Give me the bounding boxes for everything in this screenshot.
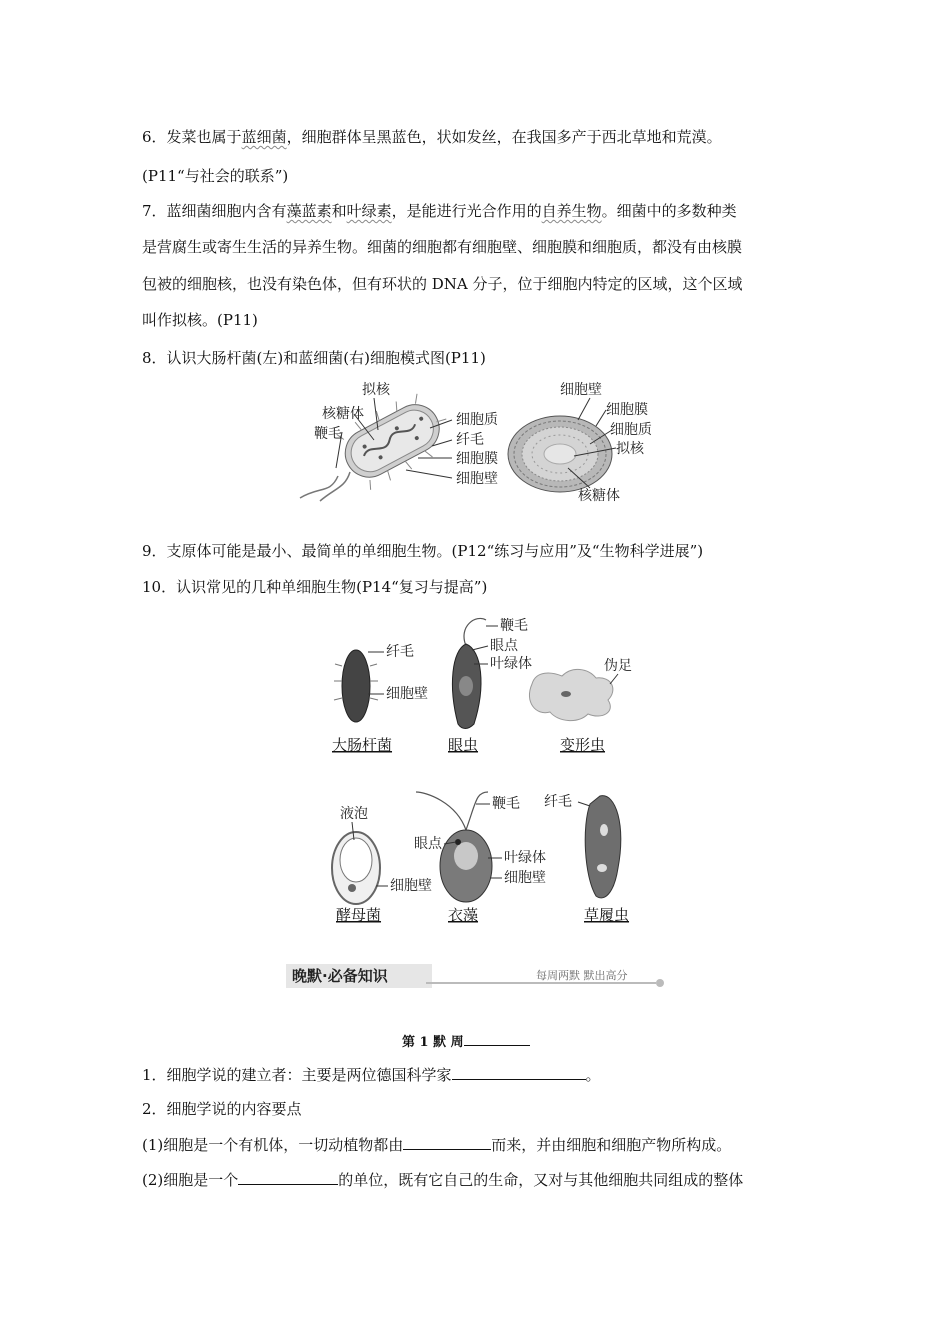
- item-7-line-4: 叫作拟核。(P11): [142, 311, 258, 329]
- item-6-reference: (P11“与社会的联系”): [142, 167, 289, 185]
- label-ecoli-wall: 细胞壁: [386, 686, 428, 702]
- key-term: 自养生物: [541, 202, 602, 220]
- answer-blank-2[interactable]: [403, 1134, 491, 1150]
- text: 1．细胞学说的建立者：主要是两位德国科学家: [142, 1066, 452, 1084]
- label-cyan-ribosome: 核糖体: [578, 488, 620, 504]
- label-cyan-cytoplasm: 细胞质: [610, 422, 652, 438]
- week-label: 第 1 默 周: [402, 1035, 464, 1050]
- label-pili: 纤毛: [456, 432, 484, 448]
- ecoli-cell-illustration: [300, 381, 498, 501]
- label-cyan-membrane: 细胞膜: [606, 402, 648, 418]
- amoeba-organism: [529, 658, 632, 754]
- text: 和: [331, 202, 347, 220]
- quiz-q1: [142, 1064, 601, 1085]
- quiz-q2: 2．细胞学说的内容要点: [142, 1100, 302, 1118]
- chlamydomonas-organism: [414, 792, 546, 924]
- item-7-line-2: 是营腐生或寄生生活的异养生物。细菌的细胞都有细胞壁、细胞膜和细胞质，都没有由核膜: [142, 238, 743, 256]
- text: 蓝细菌细胞内含有: [166, 202, 287, 220]
- item-6-line: [142, 127, 722, 147]
- caption-amoeba: 变形虫: [560, 736, 606, 754]
- section-banner: [286, 964, 664, 988]
- euglena-organism: [448, 617, 532, 754]
- item-9-line: 9．支原体可能是最小、最简单的单细胞生物。(P12“练习与应用”及“生物科学进展”): [142, 542, 704, 560]
- text: ，是能进行光合作用的: [391, 202, 542, 220]
- label-amoeba-pseudopod: 伪足: [604, 658, 632, 674]
- text: 。: [585, 1066, 601, 1084]
- ecoli-organism: [332, 644, 428, 754]
- label-chlamy-chloroplast: 叶绿体: [504, 850, 546, 866]
- quiz-q2-2: [142, 1169, 743, 1190]
- label-chlamy-flagellum: 鞭毛: [492, 796, 520, 812]
- label-chlamy-wall: 细胞壁: [504, 870, 546, 886]
- label-nucleoid: 拟核: [362, 382, 390, 398]
- label-wall: 细胞壁: [456, 471, 498, 487]
- section-banner-title: 晚默·必备知识: [286, 964, 432, 988]
- cyanobacterium-cell-illustration: [508, 382, 652, 504]
- label-cytoplasm: 细胞质: [456, 412, 498, 428]
- banner-dot: [656, 979, 664, 987]
- quiz-q2-1: [142, 1134, 731, 1155]
- label-euglena-flagellum: 鞭毛: [500, 618, 528, 634]
- label-ecoli-pili: 纤毛: [386, 644, 414, 660]
- yeast-organism: [332, 805, 432, 924]
- item-7-line-3: 包被的细胞核，也没有染色体，但有环状的 DNA 分子，位于细胞内特定的区域，这个区域: [142, 275, 743, 293]
- item-number: 6．: [142, 128, 167, 146]
- label-chlamy-eyespot: 眼点: [414, 836, 442, 852]
- item-10-line: 10．认识常见的几种单细胞生物(P14“复习与提高”): [142, 578, 488, 596]
- caption-paramecium: 草履虫: [584, 906, 630, 924]
- text: (1)细胞是一个有机体，一切动植物都由: [142, 1136, 404, 1154]
- caption-yeast: 酵母菌: [336, 906, 382, 924]
- key-term: 叶绿素: [346, 202, 392, 220]
- answer-blank-1[interactable]: [452, 1064, 586, 1080]
- label-ribosome: 核糖体: [322, 406, 364, 422]
- item-number: 7．: [142, 202, 167, 220]
- label-flagellum: 鞭毛: [314, 426, 342, 442]
- key-term: 蓝细菌: [241, 128, 287, 146]
- label-cyan-wall: 细胞壁: [560, 382, 602, 398]
- text: 发菜也属于: [166, 128, 242, 146]
- label-yeast-vacuole: 液泡: [340, 806, 368, 822]
- caption-ecoli: 大肠杆菌: [332, 736, 393, 754]
- text: ，细胞群体呈黑蓝色，状如发丝，在我国多产于西北草地和荒漠。: [286, 128, 722, 146]
- week-blank[interactable]: [464, 1030, 530, 1046]
- label-cyan-nucleoid: 拟核: [616, 441, 644, 457]
- label-euglena-chloroplast: 叶绿体: [490, 656, 532, 672]
- label-yeast-wall: 细胞壁: [390, 878, 432, 894]
- label-membrane: 细胞膜: [456, 451, 498, 467]
- label-euglena-eyespot: 眼点: [490, 638, 518, 654]
- section-banner-subtitle: 每周两默 默出高分: [536, 969, 628, 982]
- item-7-line-1: [142, 201, 737, 221]
- unicellular-organisms-diagram: [326, 606, 646, 936]
- label-paramecium-cilia: 纤毛: [544, 794, 572, 810]
- answer-blank-3[interactable]: [238, 1169, 338, 1185]
- paramecium-organism: [544, 794, 629, 924]
- caption-chlamy: 衣藻: [448, 906, 479, 924]
- key-term: 藻蓝素: [286, 202, 332, 220]
- bacteria-diagram: [290, 376, 670, 506]
- week-heading: [402, 1030, 530, 1050]
- text: 而来，并由细胞和细胞产物所构成。: [491, 1136, 732, 1154]
- text: 的单位，既有它自己的生命，又对与其他细胞共同组成的整体: [338, 1171, 744, 1189]
- text: (2)细胞是一个: [142, 1171, 239, 1189]
- text: 。细菌中的多数种类: [601, 202, 737, 220]
- item-8-line: 8．认识大肠杆菌(左)和蓝细菌(右)细胞模式图(P11): [142, 349, 486, 367]
- caption-euglena: 眼虫: [448, 736, 479, 754]
